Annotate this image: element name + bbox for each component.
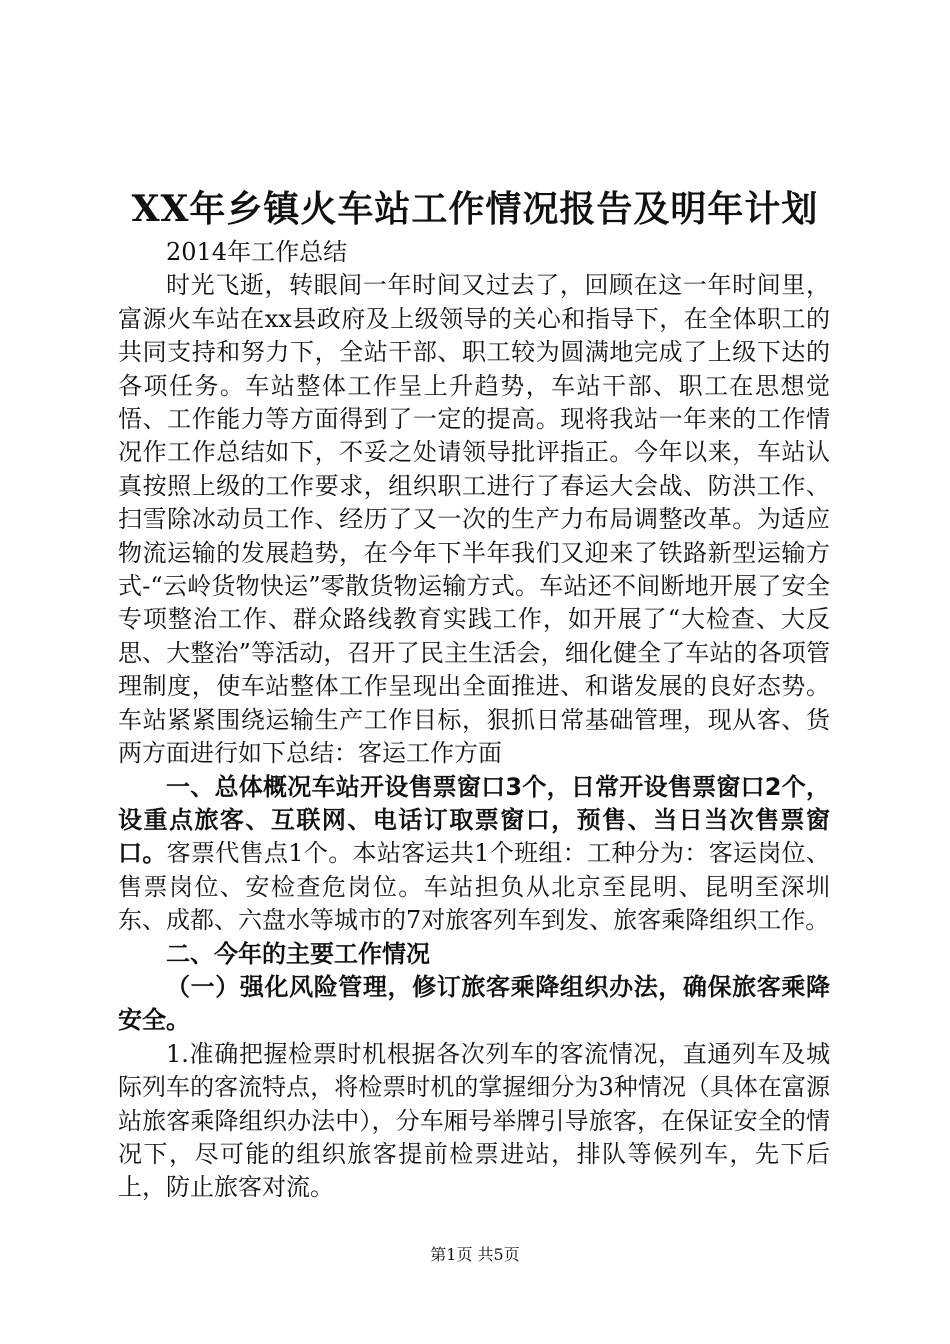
section-heading-main-work: 二、今年的主要工作情况 [166,939,430,968]
document-body [118,236,830,1205]
section-heading-2014-summary: 2014年工作总结 [166,238,348,266]
paragraph-ticket-check-timing: 1.准确把握检票时机根据各次列车的客流情况，直通列车及城际列车的客流特点，将检票时机的掌握细分为3种情况（具体在富源站旅客乘降组织办法中），分车厢号举牌引导旅客，在保证安全的情况下，尽可能的组织旅客提前检票进站，排队等候列车，先下后上，防止旅客对流。 [118,1039,830,1202]
page-footer: 第1页 共5页 [430,1245,520,1264]
subsection-heading-risk-management: （一）强化风险管理，修订旅客乘降组织办法，确保旅客乘降安全。 [118,972,830,1035]
general-situation-text: 客票代售点1个。本站客运共1个班组：工种分为：客运岗位、售票岗位、安检查危岗位。车站担负从北京至昆明、昆明至深圳东、成都、六盘水等城市的7对旅客列车到发、旅客乘降组织工作。 [118,839,830,935]
paragraph-general-situation [118,771,830,938]
document-title: XX年乡镇火车站工作情况报告及明年计划 [131,188,819,230]
paragraph-overview: 时光飞逝，转眼间一年时间又过去了，回顾在这一年时间里，富源火车站在xx县政府及上级领导的关心和指导下，在全体职工的共同支持和努力下，全站干部、职工较为圆满地完成了上级下达的各项任务。车站整体工作呈上升趋势，车站干部、职工在思想觉悟、工作能力等方面得到了一定的提高。现将我站一年来的工作情况作工作总结如下，不妥之处请领导批评指正。今年以来，车站认真按照上级的工作要求，组织职工进行了春运大会战、防洪工作、扫雪除冰动员工作、经历了又一次的生产力布局调整改革。为适应物流运输的发展趋势，在今年下半年我们又迎来了铁路新型运输方式-“云岭货物快运”零散货物运输方式。车站还不间断地开展了安全专项整治工作、群众路线教育实践工作，如开展了“大检查、大反思、大整治”等活动，召开了民主生活会，细化健全了车站的各项管理制度，使车站整体工作呈现出全面推进、和谐发展的良好态势。车站紧紧围绕运输生产工作目标，狠抓日常基础管理，现从客、货两方面进行如下总结：客运工作方面 [118,271,830,768]
general-situation-bold-lead: 一、总体概况车站开设售票窗口3个，日常开设售票窗口2个，设重点旅客、互联网、电话订取票窗口，预售、当日当次售票窗口。 [118,772,830,868]
